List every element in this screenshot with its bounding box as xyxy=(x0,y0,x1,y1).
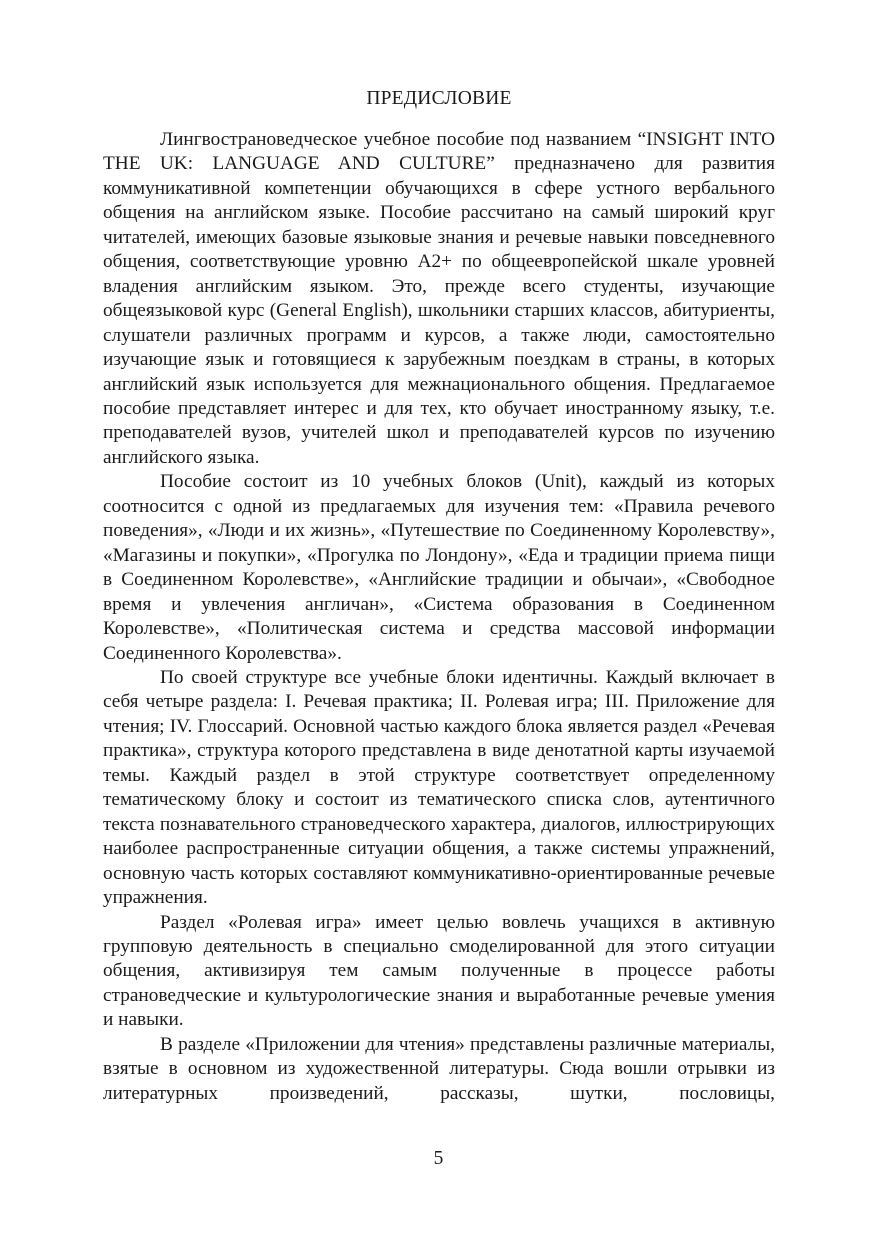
paragraph-reading-appendix: В разделе «Приложении для чтения» представлены различные материалы, взятые в основном из художественной литературы. Сюда вошли отрывки из литературных произведений, рассказы, шутки, пословицы, xyxy=(103,1033,775,1104)
page-body xyxy=(103,88,775,1106)
paragraph-intro: Лингвострановедческое учебное пособие под названием “INSIGHT INTO THE UK: LANGUAGE AND CULTURE” предназначено для развития коммуникативной компетенции обучающихся в сфере устного вербального общения на английском языке. Пособие рассчитано на самый широкий круг читателей, имеющих базовые языковые знания и речевые навыки повседневного общения, соответствующие уровню А2+ по общеевропейской шкале уровней владения английским языком. Это, прежде всего студенты, изучающие общеязыковой курс (General English), школьники старших классов, абитуриенты, слушатели различных программ и курсов, а также люди, самостоятельно изучающие язык и готовящиеся к зарубежным поездкам в страны, в которых английский язык используется для межнационального общения. Предлагаемое пособие представляет интерес и для тех, кто обучает иностранному языку, т.е. преподавателей вузов, учителей школ и преподавателей курсов по изучению английского языка. xyxy=(103,129,775,468)
paragraph-role-play: Раздел «Ролевая игра» имеет целью вовлечь учащихся в активную групповую деятельность в специально смоделированной для этого ситуации общения, активизируя тем самым полученные в процессе работы страноведческие и культурологические знания и выработанные речевые умения и навыки. xyxy=(103,911,775,1031)
paragraph-units: Пособие состоит из 10 учебных блоков (Unit), каждый из которых соотносится с одной из предлагаемых для изучения тем: «Правила речевого поведения», «Люди и их жизнь», «Путешествие по Соединенному Королевству», «Магазины и покупки», «Прогулка по Лондону», «Еда и традиции приема пищи в Соединенном Королевстве», «Английские традиции и обычаи», «Свободное время и увлечения англичан», «Система образования в Соединенном Королевстве», «Политическая система и средства массовой информации Соединенного Королевства». xyxy=(103,471,775,664)
paragraph-structure: По своей структуре все учебные блоки идентичны. Каждый включает в себя четыре раздела: I. Речевая практика; II. Ролевая игра; III. Приложение для чтения; IV. Глоссарий. Основной частью каждого блока является раздел «Речевая практика», структура которого представлена в виде денотатной карты изучаемой темы. Каждый раздел в этой структуре соответствует определенному тематическому блоку и состоит из тематического списка слов, аутентичного текста познавательного страноведческого характера, диалогов, иллюстрирующих наиболее распространенные ситуации общения, а также системы упражнений, основную часть которых составляют коммуникативно-ориентированные речевые упражнения. xyxy=(103,666,775,909)
page-number: 5 xyxy=(433,1148,444,1169)
page-title: ПРЕДИСЛОВИЕ xyxy=(366,88,512,109)
